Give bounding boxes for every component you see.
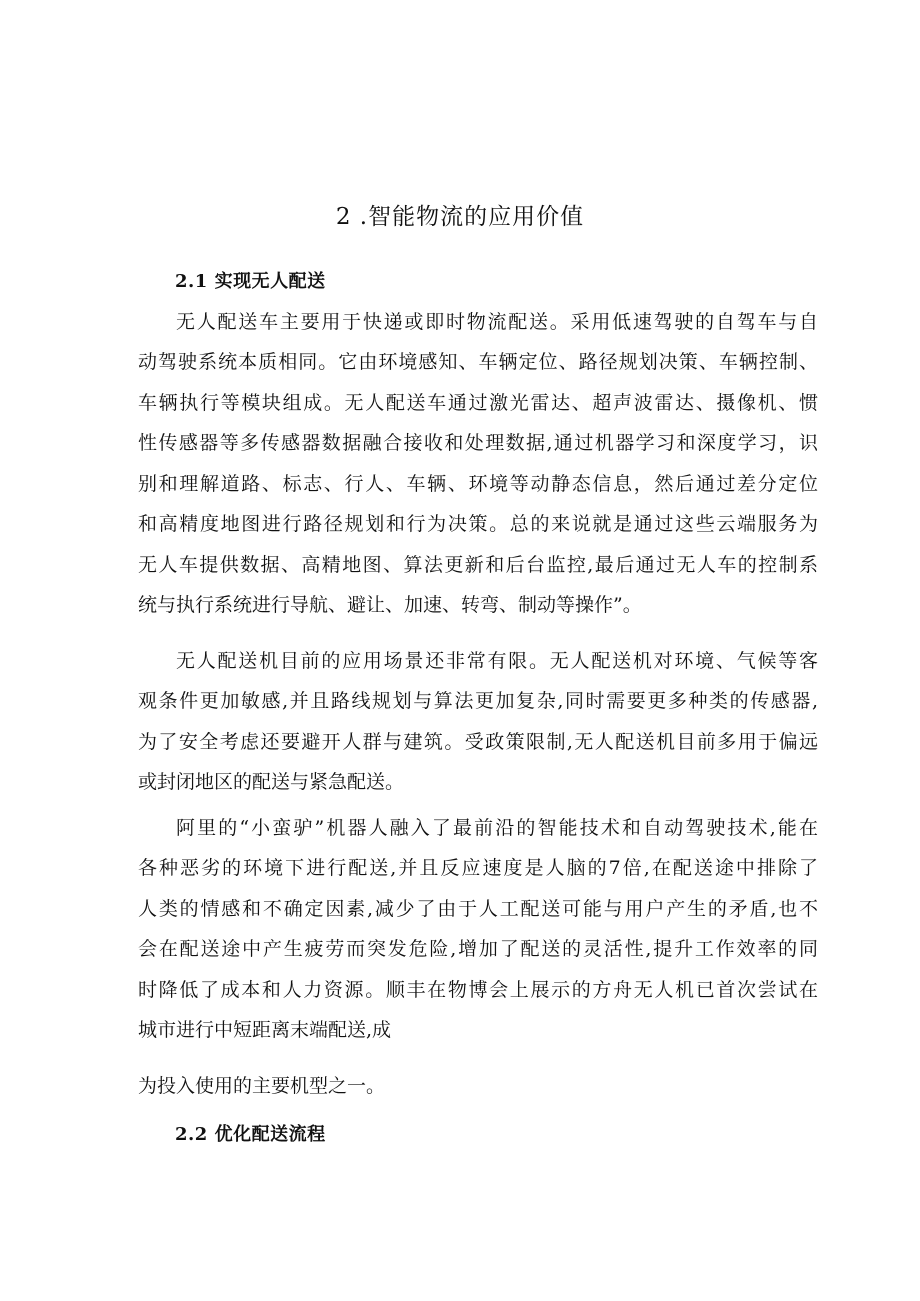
paragraph-4-line-1: 为投入使用的主要机型之一。 [138, 1075, 386, 1097]
paragraph-3-line-4: 会在配送途中产生疲劳而突发危险,增加了配送的灵活性,提升工作效率的同 [138, 938, 818, 960]
section-heading-2-1: 2.1 实现无人配送 [175, 271, 326, 292]
paragraph-2-line-4: 或封闭地区的配送与紧急配送。 [138, 771, 405, 793]
paragraph-1-line-4: 性传感器等多传感器数据融合接收和处理数据,通过机器学习和深度学习，识 [138, 432, 818, 454]
paragraph-1-line-5: 别和理解道路、标志、行人、车辆、环境等动静态信息，然后通过差分定位 [138, 473, 818, 495]
paragraph-1-line-7: 无人车提供数据、高精地图、算法更新和后台监控,最后通过无人车的控制系 [138, 554, 818, 576]
chapter-title: 2 .智能物流的应用价值 [335, 204, 585, 230]
paragraph-1-line-8: 统与执行系统进行导航、避让、加速、转弯、制动等操作”。 [138, 594, 642, 616]
paragraph-3-line-6: 城市进行中短距离末端配送,成 [138, 1019, 392, 1041]
paragraph-1-line-2: 动驾驶系统本质相同。它由环境感知、车辆定位、路径规划决策、车辆控制、 [138, 351, 818, 373]
paragraph-2-line-1: 无人配送机目前的应用场景还非常有限。无人配送机对环境、气候等客 [176, 650, 818, 672]
paragraph-1-line-3: 车辆执行等模块组成。无人配送车通过激光雷达、超声波雷达、摄像机、惯 [138, 392, 818, 414]
paragraph-1-line-6: 和高精度地图进行路径规划和行为决策。总的来说就是通过这些云端服务为 [138, 513, 818, 535]
paragraph-3-line-1: 阿里的“小蛮驴”机器人融入了最前沿的智能技术和自动驾驶技术,能在 [176, 817, 818, 839]
paragraph-3-line-3: 人类的情感和不确定因素,减少了由于人工配送可能与用户产生的矛盾,也不 [138, 898, 818, 920]
paragraph-1-line-1: 无人配送车主要用于快递或即时物流配送。采用低速驾驶的自驾车与自 [176, 311, 818, 333]
paragraph-3-line-5: 时降低了成本和人力资源。顺丰在物博会上展示的方舟无人机已首次尝试在 [138, 979, 818, 1001]
paragraph-2-line-2: 观条件更加敏感,并且路线规划与算法更加复杂,同时需要更多种类的传感器, [138, 690, 818, 712]
paragraph-2-line-3: 为了安全考虑还要避开人群与建筑。受政策限制,无人配送机目前多用于偏远 [138, 731, 818, 753]
paragraph-3-line-2: 各种恶劣的环境下进行配送,并且反应速度是人脑的7倍,在配送途中排除了 [138, 857, 818, 879]
section-heading-2-2: 2.2 优化配送流程 [175, 1124, 326, 1145]
